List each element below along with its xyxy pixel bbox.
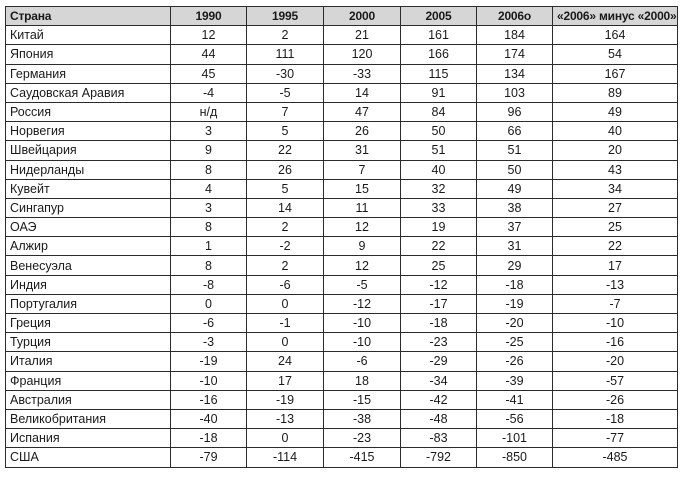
cell-value-1995: 17 [247,371,324,390]
cell-value-difference: -57 [553,371,678,390]
cell-value-1995: -19 [247,390,324,409]
header-1995: 1995 [247,7,324,26]
cell-value-2006: 174 [477,45,553,64]
cell-value-difference: 17 [553,256,678,275]
cell-value-2005: 33 [401,198,477,217]
cell-country: Греция [6,314,171,333]
cell-value-2006: 184 [477,26,553,45]
cell-value-1990: -8 [171,275,247,294]
cell-value-difference: 54 [553,45,678,64]
cell-value-1990: 8 [171,218,247,237]
cell-value-2005: -17 [401,294,477,313]
cell-value-2006: -39 [477,371,553,390]
cell-value-2006: -20 [477,314,553,333]
cell-value-2005: 161 [401,26,477,45]
cell-value-2000: -415 [324,448,401,467]
cell-value-1995: 2 [247,26,324,45]
cell-value-2005: -23 [401,333,477,352]
cell-value-difference: 43 [553,160,678,179]
cell-value-2000: 120 [324,45,401,64]
table-row [6,390,678,409]
cell-value-2005: -42 [401,390,477,409]
cell-value-difference: -26 [553,390,678,409]
cell-value-2000: -5 [324,275,401,294]
cell-value-2000: 47 [324,102,401,121]
cell-value-1990: -16 [171,390,247,409]
cell-country: Португалия [6,294,171,313]
cell-value-1995: 5 [247,122,324,141]
cell-value-2000: 11 [324,198,401,217]
cell-value-2006: 103 [477,83,553,102]
table-container [5,6,677,468]
cell-value-2000: -38 [324,409,401,428]
cell-country: Швейцария [6,141,171,160]
cell-value-1995: 0 [247,429,324,448]
cell-value-2006: 134 [477,64,553,83]
cell-value-1995: -114 [247,448,324,467]
cell-value-2006: 31 [477,237,553,256]
cell-value-2006: -41 [477,390,553,409]
cell-country: Венесуэла [6,256,171,275]
header-1990: 1990 [171,7,247,26]
cell-country: Великобритания [6,409,171,428]
cell-value-1995: 26 [247,160,324,179]
cell-value-1995: 5 [247,179,324,198]
cell-value-2005: -12 [401,275,477,294]
cell-value-2006: 49 [477,179,553,198]
table-row [6,122,678,141]
table-row [6,160,678,179]
cell-value-2005: 115 [401,64,477,83]
cell-country: Австралия [6,390,171,409]
cell-value-1990: 4 [171,179,247,198]
cell-value-difference: -7 [553,294,678,313]
table-row [6,448,678,467]
header-country: Страна [6,7,171,26]
cell-value-1990: 8 [171,256,247,275]
cell-value-1990: -79 [171,448,247,467]
cell-value-2005: 25 [401,256,477,275]
cell-value-1995: 14 [247,198,324,217]
cell-value-2005: 51 [401,141,477,160]
table-row [6,218,678,237]
header-2000: 2000 [324,7,401,26]
cell-value-2006: 38 [477,198,553,217]
cell-value-1995: -6 [247,275,324,294]
table-row [6,294,678,313]
table-row [6,45,678,64]
cell-country: Испания [6,429,171,448]
cell-value-1990: -3 [171,333,247,352]
cell-value-2005: 19 [401,218,477,237]
cell-value-1995: 0 [247,294,324,313]
cell-value-2000: 21 [324,26,401,45]
cell-value-1990: -6 [171,314,247,333]
cell-country: Турция [6,333,171,352]
cell-value-difference: 89 [553,83,678,102]
cell-value-1995: -1 [247,314,324,333]
cell-country: Сингапур [6,198,171,217]
cell-country: Норвегия [6,122,171,141]
table-body [6,26,678,467]
cell-value-2000: 12 [324,218,401,237]
cell-value-difference: 20 [553,141,678,160]
cell-value-2000: 18 [324,371,401,390]
cell-value-2000: 7 [324,160,401,179]
table-row [6,83,678,102]
cell-value-2000: -12 [324,294,401,313]
table-row [6,198,678,217]
cell-value-2006: -18 [477,275,553,294]
cell-value-2000: 14 [324,83,401,102]
cell-value-difference: -10 [553,314,678,333]
cell-value-2005: 84 [401,102,477,121]
cell-country: Нидерланды [6,160,171,179]
cell-value-difference: 22 [553,237,678,256]
data-table [5,6,678,468]
cell-value-difference: -13 [553,275,678,294]
cell-value-2005: 50 [401,122,477,141]
cell-value-difference: 34 [553,179,678,198]
cell-value-2000: -10 [324,333,401,352]
cell-country: Германия [6,64,171,83]
cell-country: Франция [6,371,171,390]
cell-value-1995: -5 [247,83,324,102]
cell-value-2006: 50 [477,160,553,179]
cell-country: ОАЭ [6,218,171,237]
cell-value-2006: -26 [477,352,553,371]
cell-country: Индия [6,275,171,294]
cell-value-1990: 3 [171,122,247,141]
cell-value-difference: 167 [553,64,678,83]
cell-value-2006: -19 [477,294,553,313]
table-row [6,64,678,83]
cell-value-difference: -16 [553,333,678,352]
cell-value-1990: -4 [171,83,247,102]
cell-country: Кувейт [6,179,171,198]
cell-value-2000: 31 [324,141,401,160]
cell-value-2005: -29 [401,352,477,371]
cell-value-difference: 27 [553,198,678,217]
cell-country: Китай [6,26,171,45]
cell-value-2006: 37 [477,218,553,237]
cell-value-difference: 40 [553,122,678,141]
cell-value-2006: 29 [477,256,553,275]
table-row [6,102,678,121]
cell-value-1995: 111 [247,45,324,64]
cell-value-2005: 166 [401,45,477,64]
cell-value-1995: 7 [247,102,324,121]
cell-value-difference: -18 [553,409,678,428]
table-header [6,7,678,26]
cell-value-2006: -25 [477,333,553,352]
table-row [6,371,678,390]
cell-value-1990: -10 [171,371,247,390]
cell-value-1990: 0 [171,294,247,313]
cell-value-1990: 8 [171,160,247,179]
cell-value-2006: -56 [477,409,553,428]
cell-value-2006: 96 [477,102,553,121]
table-row [6,333,678,352]
header-row [6,7,678,26]
table-row [6,237,678,256]
cell-value-2005: -83 [401,429,477,448]
cell-value-2005: 40 [401,160,477,179]
cell-value-difference: 164 [553,26,678,45]
table-row [6,429,678,448]
cell-value-2000: -33 [324,64,401,83]
cell-value-2006: -850 [477,448,553,467]
cell-country: Россия [6,102,171,121]
cell-value-2000: 15 [324,179,401,198]
table-row [6,256,678,275]
cell-value-2006: 51 [477,141,553,160]
cell-value-2005: -792 [401,448,477,467]
cell-value-difference: 25 [553,218,678,237]
cell-value-1990: 44 [171,45,247,64]
table-row [6,314,678,333]
table-row [6,275,678,294]
cell-value-1990: 3 [171,198,247,217]
cell-value-difference: -77 [553,429,678,448]
cell-value-1990: 1 [171,237,247,256]
header-difference: «2006» минус «2000» [553,7,678,26]
cell-value-1995: 2 [247,218,324,237]
table-row [6,409,678,428]
cell-country: Япония [6,45,171,64]
cell-value-difference: -20 [553,352,678,371]
cell-value-1995: 22 [247,141,324,160]
cell-value-2006: -101 [477,429,553,448]
header-2006: 2006о [477,7,553,26]
cell-value-1990: 9 [171,141,247,160]
table-row [6,141,678,160]
cell-value-2005: 32 [401,179,477,198]
cell-value-1990: -19 [171,352,247,371]
cell-value-2000: -10 [324,314,401,333]
table-row [6,26,678,45]
cell-value-2000: 26 [324,122,401,141]
cell-value-2005: -34 [401,371,477,390]
header-2005: 2005 [401,7,477,26]
cell-value-2000: -23 [324,429,401,448]
cell-country: Саудовская Аравия [6,83,171,102]
cell-value-1995: 24 [247,352,324,371]
cell-value-1990: н/д [171,102,247,121]
cell-value-1995: -13 [247,409,324,428]
cell-value-1995: -2 [247,237,324,256]
cell-country: Алжир [6,237,171,256]
cell-value-2000: -15 [324,390,401,409]
cell-value-2005: -48 [401,409,477,428]
cell-country: Италия [6,352,171,371]
cell-value-1990: 12 [171,26,247,45]
cell-value-2005: -18 [401,314,477,333]
cell-value-1995: 0 [247,333,324,352]
cell-value-2006: 66 [477,122,553,141]
cell-value-1995: -30 [247,64,324,83]
cell-value-1995: 2 [247,256,324,275]
cell-value-1990: -40 [171,409,247,428]
cell-value-1990: 45 [171,64,247,83]
cell-value-1990: -18 [171,429,247,448]
cell-value-2000: -6 [324,352,401,371]
cell-country: США [6,448,171,467]
cell-value-2000: 9 [324,237,401,256]
cell-value-2000: 12 [324,256,401,275]
cell-value-2005: 22 [401,237,477,256]
table-row [6,352,678,371]
cell-value-2005: 91 [401,83,477,102]
table-row [6,179,678,198]
cell-value-difference: 49 [553,102,678,121]
cell-value-difference: -485 [553,448,678,467]
